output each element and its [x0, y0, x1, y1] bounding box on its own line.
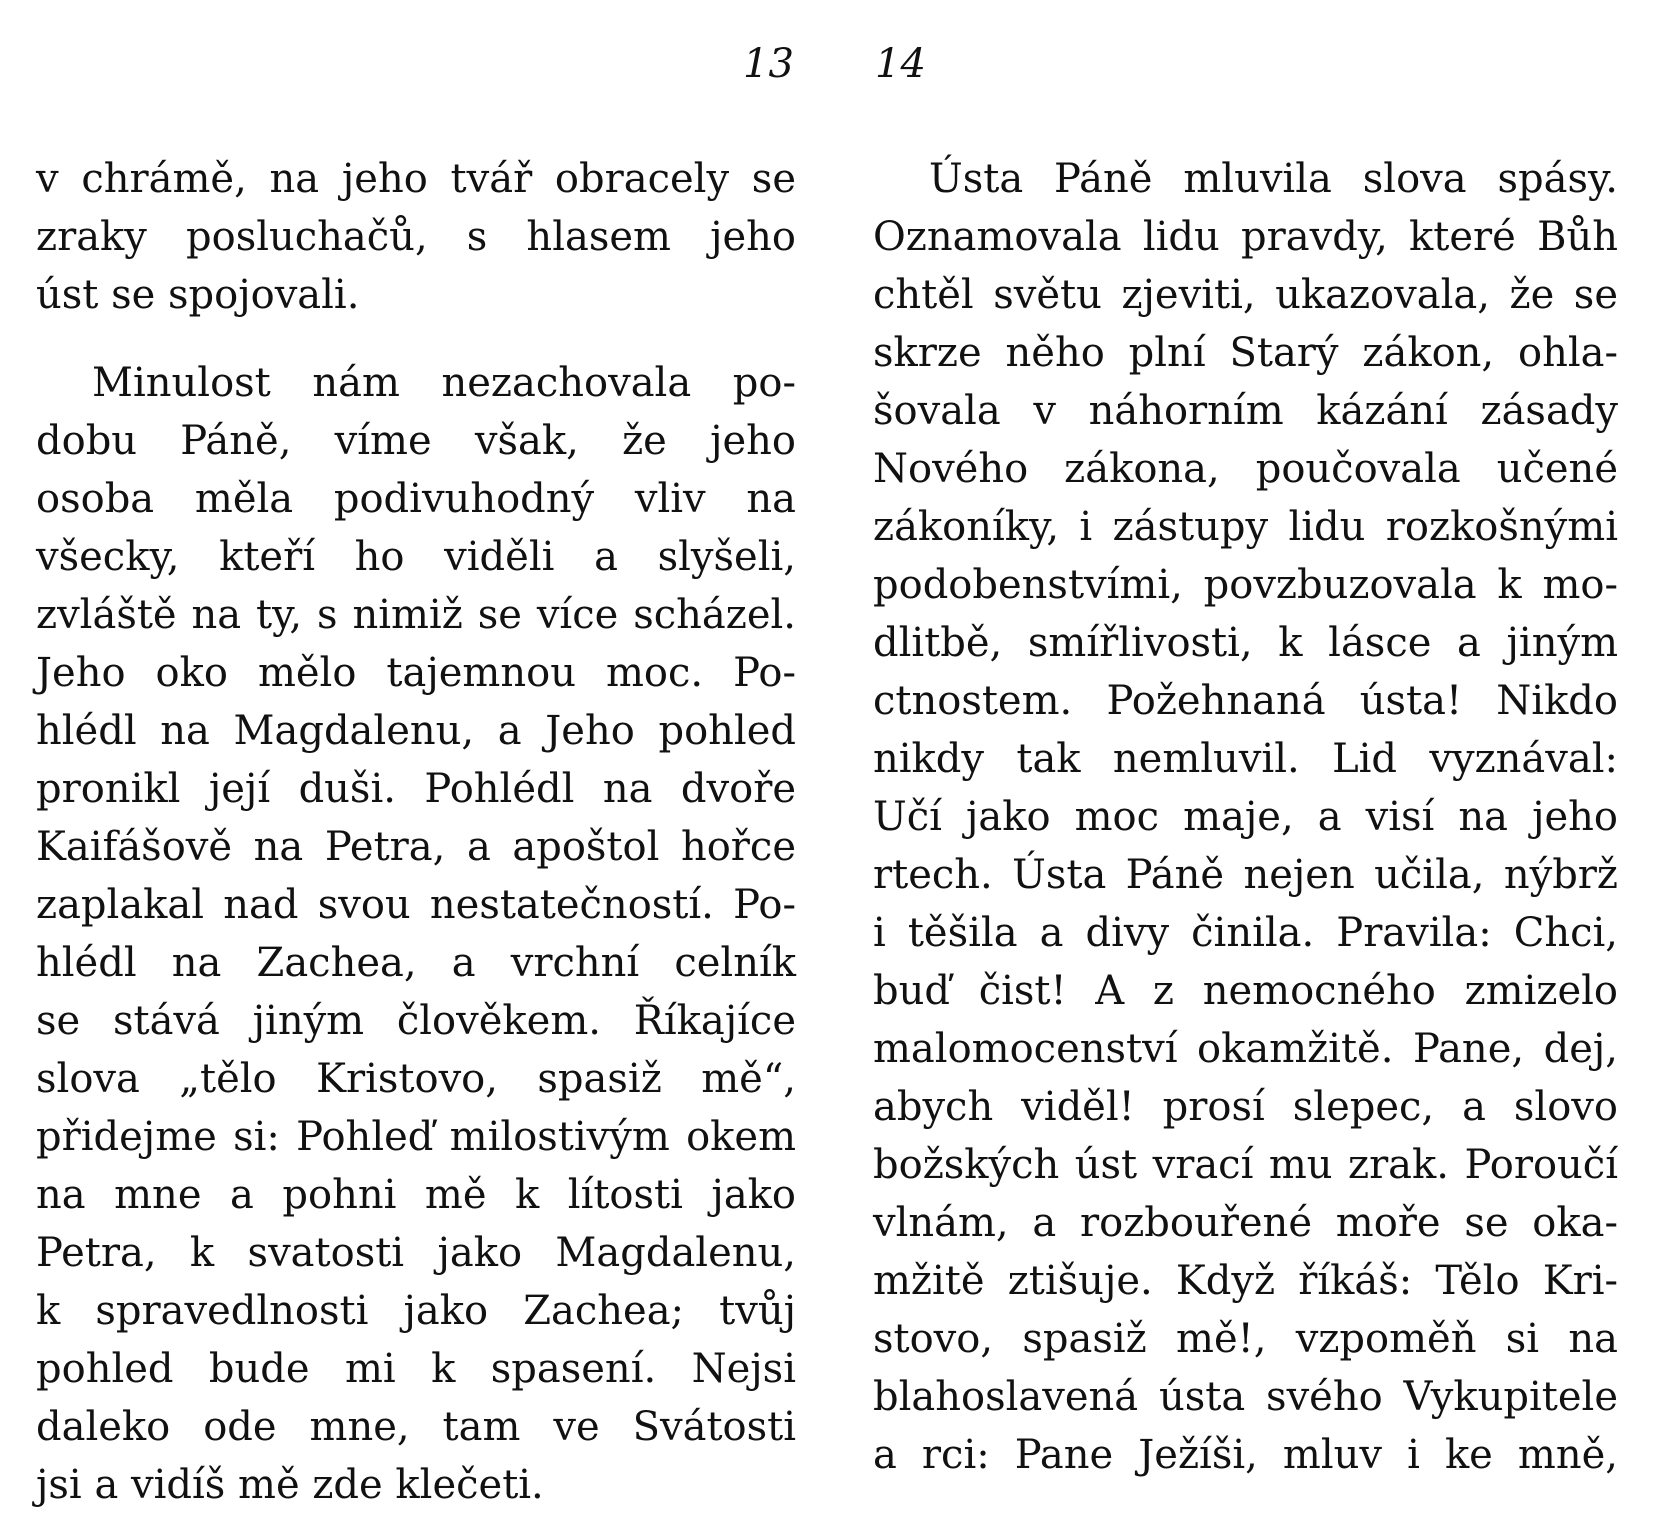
text-line: ctnostem. Požehnaná ústa! Nikdo	[873, 678, 1618, 724]
text-line: se stává jiným člověkem. Říkajíce	[36, 998, 796, 1044]
text-line: i těšila a divy činila. Pravila: Chci,	[873, 910, 1618, 956]
text-line: zákoníky, i zástupy lidu rozkošnými	[873, 504, 1618, 550]
text-line: malomocenství okamžitě. Pane, dej,	[873, 1026, 1618, 1072]
text-line: skrze něho plní Starý zákon, ohla-	[873, 330, 1618, 376]
text-line: osoba měla podivuhodný vliv na	[36, 476, 796, 522]
paragraph	[36, 150, 796, 324]
text-line: vlnám, a rozbouřené moře se oka-	[873, 1200, 1618, 1246]
text-line: přidejme si: Pohleď milostivým okem	[36, 1114, 796, 1160]
text-line: Jeho oko mělo tajemnou moc. Po-	[36, 650, 796, 696]
text-line: úst se spojovali.	[36, 272, 360, 318]
text-line: Ústa Páně mluvila slova spásy.	[929, 156, 1618, 202]
text-line: Nového zákona, poučovala učené	[873, 446, 1618, 492]
paragraph	[36, 354, 796, 1514]
text-line: k spravedlnosti jako Zachea; tvůj	[36, 1288, 796, 1334]
text-line: Petra, k svatosti jako Magdalenu,	[36, 1230, 796, 1276]
text-line: a rci: Pane Ježíši, mluv i ke mně,	[873, 1432, 1618, 1478]
text-line: Kaifášově na Petra, a apoštol hořce	[36, 824, 796, 870]
text-line: mžitě ztišuje. Když říkáš: Tělo Kri-	[873, 1258, 1618, 1304]
text-line: božských úst vrací mu zrak. Poroučí	[873, 1142, 1618, 1188]
text-line: šovala v náhorním kázání zásady	[873, 388, 1618, 434]
text-line: zvláště na ty, s nimiž se více scházel.	[36, 592, 796, 638]
text-line: nikdy tak nemluvil. Lid vyznával:	[873, 736, 1618, 782]
right-column	[873, 150, 1618, 1484]
text-line: chtěl světu zjeviti, ukazovala, že se	[873, 272, 1618, 318]
page-number-right: 14	[875, 41, 926, 87]
text-line: zraky posluchačů, s hlasem jeho	[36, 214, 796, 260]
left-column	[36, 150, 796, 1514]
text-line: abych viděl! prosí slepec, a slovo	[873, 1084, 1618, 1130]
text-line: buď čist! A z nemocného zmizelo	[873, 968, 1618, 1014]
text-line: hlédl na Zachea, a vrchní celník	[36, 940, 796, 986]
text-line: blahoslavená ústa svého Vykupitele	[873, 1374, 1618, 1420]
text-line: v chrámě, na jeho tvář obracely se	[36, 156, 796, 202]
text-line: stovo, spasiž mě!, vzpoměň si na	[873, 1316, 1618, 1362]
text-line: daleko ode mne, tam ve Svátosti	[36, 1404, 796, 1450]
text-line: zaplakal nad svou nestatečností. Po-	[36, 882, 796, 928]
text-line: Oznamovala lidu pravdy, které Bůh	[873, 214, 1618, 260]
text-line: Učí jako moc maje, a visí na jeho	[873, 794, 1618, 840]
text-line: podobenstvími, povzbuzovala k mo-	[873, 562, 1618, 608]
page-number-left: 13	[743, 41, 794, 87]
text-line: pohled bude mi k spasení. Nejsi	[36, 1346, 796, 1392]
text-line: na mne a pohni mě k lítosti jako	[36, 1172, 796, 1218]
paragraph	[873, 150, 1618, 1484]
text-line: jsi a vidíš mě zde klečeti.	[36, 1462, 544, 1508]
text-line: slova „tělo Kristovo, spasiž mě“,	[36, 1056, 796, 1102]
text-line: dlitbě, smířlivosti, k lásce a jiným	[873, 620, 1618, 666]
text-line: Minulost nám nezachovala po-	[92, 360, 796, 406]
text-line: dobu Páně, víme však, že jeho	[36, 418, 796, 464]
text-line: hlédl na Magdalenu, a Jeho pohled	[36, 708, 796, 754]
text-line: všecky, kteří ho viděli a slyšeli,	[36, 534, 796, 580]
text-line: pronikl její duši. Pohlédl na dvoře	[36, 766, 796, 812]
text-line: rtech. Ústa Páně nejen učila, nýbrž	[873, 852, 1618, 898]
